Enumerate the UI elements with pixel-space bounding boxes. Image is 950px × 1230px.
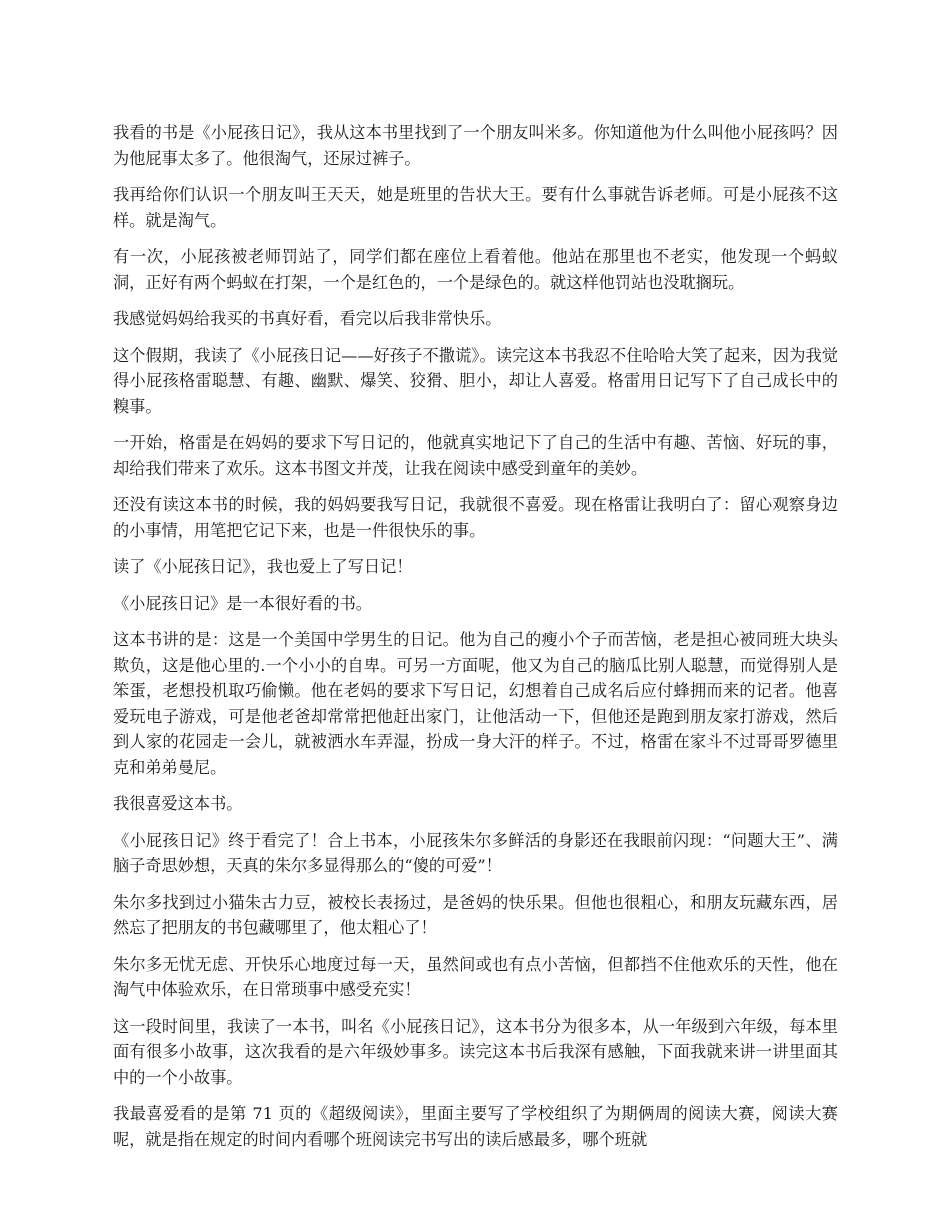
- paragraph: 一开始，格雷是在妈妈的要求下写日记的，他就真实地记下了自己的生活中有趣、苦恼、好玩的事，却给我们带来了欢乐。这本书图文并茂，让我在阅读中感受到童年的美妙。: [113, 433, 838, 478]
- paragraph: 有一次，小屁孩被老师罚站了，同学们都在座位上看着他。他站在那里也不老实，他发现一个蚂蚁洞，正好有两个蚂蚁在打架，一个是红色的，一个是绿色的。就这样他罚站也没耽搁玩。: [113, 247, 838, 292]
- paragraph: 我最喜爱看的是第 71 页的《超级阅读》，里面主要写了学校组织了为期俩周的阅读大赛，阅读大赛呢，就是指在规定的时间内看哪个班阅读完书写出的读后感最多，哪个班就: [113, 1104, 838, 1149]
- document-body: [113, 120, 838, 1149]
- paragraph: 这一段时间里，我读了一本书，叫名《小屁孩日记》，这本书分为很多本，从一年级到六年级，每本里面有很多小故事，这次我看的是六年级妙事多。读完这本书后我深有感触，下面我就来讲一讲里面其中的一个小故事。: [113, 1016, 838, 1087]
- paragraph: 我很喜爱这本书。: [113, 794, 243, 813]
- paragraph: 朱尔多找到过小猫朱古力豆，被校长表扬过，是爸妈的快乐果。但他也很粗心，和朋友玩藏东西，居然忘了把朋友的书包藏哪里了，他太粗心了！: [113, 892, 838, 937]
- paragraph: 《小屁孩日记》是一本很好看的书。: [113, 593, 372, 613]
- paragraph: 读了《小屁孩日记》，我也爱上了写日记！: [113, 557, 413, 576]
- paragraph: 还没有读这本书的时候，我的妈妈要我写日记，我就很不喜爱。现在格雷让我明白了：留心观察身边的小事情，用笔把它记下来，也是一件很快乐的事。: [113, 495, 838, 540]
- paragraph: 我感觉妈妈给我买的书真好看，看完以后我非常快乐。: [113, 309, 502, 328]
- paragraph: 这本书讲的是：这是一个美国中学男生的日记。他为自己的瘦小个子而苦恼，老是担心被同班大块头欺负，这是他心里的.一个小小的自卑。可另一方面呢，他又为自己的脑瓜比别人聪慧，而觉得别人是笨蛋，老想投机取巧偷懒。他在老妈的要求下写日记，幻想着自己成名后应付蜂拥而来的记者。他喜爱玩电子游戏，可是他老爸却常常把他赶出家门，让他活动一下，但他还是跑到朋友家打游戏，然后到人家的花园走一会儿，就被洒水车弄湿，扮成一身大汗的样子。不过，格雷在家斗不过哥哥罗德里克和弟弟曼尼。: [113, 630, 838, 777]
- paragraph: 《小屁孩日记》终于看完了！合上书本，小屁孩朱尔多鲜活的身影还在我眼前闪现：“问题大王”、满脑子奇思妙想，天真的朱尔多显得那么的“傻的可爱”！: [113, 830, 838, 875]
- paragraph: 这个假期，我读了《小屁孩日记——好孩子不撒谎》。读完这本书我忍不住哈哈大笑了起来，因为我觉得小屁孩格雷聪慧、有趣、幽默、爆笑、狡猾、胆小，却让人喜爱。格雷用日记写下了自己成长中的糗事。: [113, 345, 838, 416]
- paragraph: 我看的书是《小屁孩日记》，我从这本书里找到了一个朋友叫米多。你知道他为什么叫他小屁孩吗？因为他屁事太多了。他很淘气，还尿过裤子。: [113, 123, 838, 168]
- paragraph: 我再给你们认识一个朋友叫王天天，她是班里的告状大王。要有什么事就告诉老师。可是小屁孩不这样。就是淘气。: [113, 185, 838, 230]
- paragraph: 朱尔多无忧无虑、开快乐心地度过每一天，虽然间或也有点小苦恼，但都挡不住他欢乐的天性，他在淘气中体验欢乐，在日常琐事中感受充实！: [113, 954, 838, 999]
